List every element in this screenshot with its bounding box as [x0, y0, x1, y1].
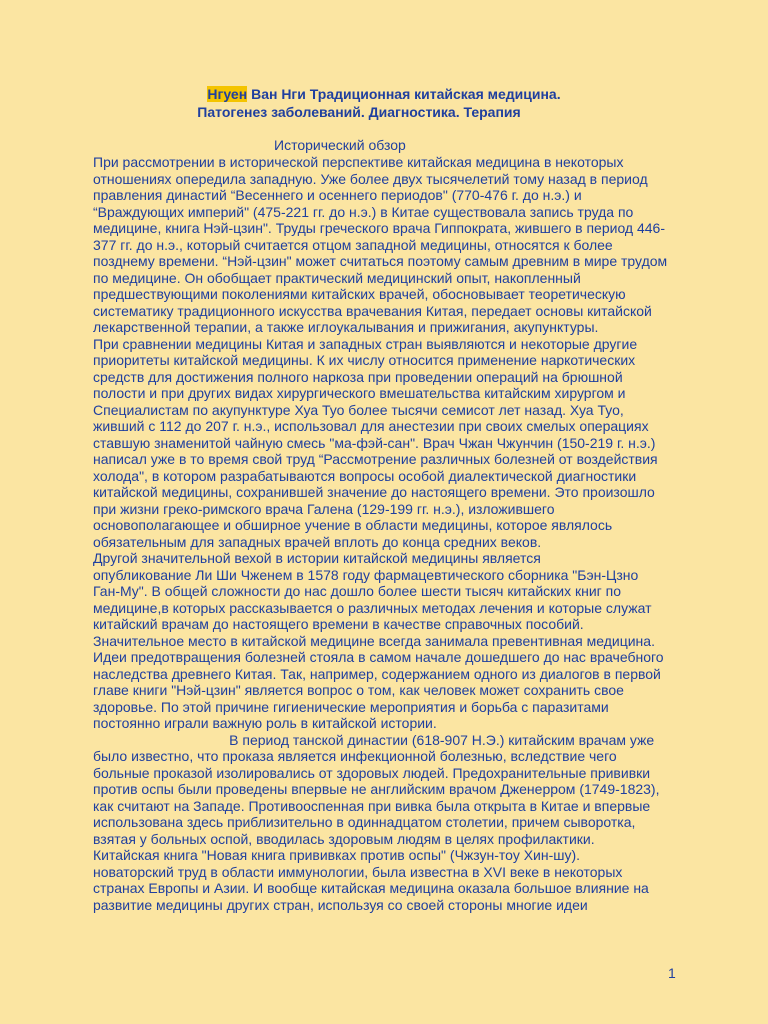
- text-line: основополагающее и обширное учение в области медицины, которое являлось: [93, 517, 613, 533]
- text-line: китайский врачам до настоящего времени в качестве справочных пособий.: [93, 616, 584, 632]
- text-line: полости и при других видах хирургического вмешательства китайским хирургом и: [93, 385, 626, 401]
- text-line: холода", в котором разрабатываются вопросы особой диалектической диагностики: [93, 467, 637, 484]
- text-line: обязательным для западных врачей вплоть до конца средних веков.: [93, 533, 542, 550]
- text-line: по медицине. Он обобщает практический медицинский опыт, накопленный: [93, 269, 581, 286]
- text-line: наследства древнего Китая. Так, например, содержанием одного из диалогов в первой: [93, 665, 661, 682]
- document-title: [0, 84, 768, 104]
- text-line: предшествующими поколениями китайских врачей, обосновывает теоретическую: [93, 286, 626, 302]
- text-line: как считают на Западе. Противооспенная при вивка была открыта в Китае и впервые: [93, 797, 651, 814]
- text-line: Другой значительной вехой в истории китайской медицины является: [93, 550, 541, 566]
- text-line: новаторский труд в области иммунологии, была известна в XVI веке в некоторых: [93, 863, 623, 880]
- text-line: Китайская книга "Новая книга прививках против оспы" (Чжзун-тоу Хин-шу).: [93, 847, 581, 863]
- text-line: больные проказой изолировались от здоровых людей. Предохранительные прививки: [93, 764, 651, 781]
- text-line: здоровье. По этой причине гигиенические мероприятия и борьба с паразитами: [93, 698, 609, 715]
- body-text: [93, 154, 693, 913]
- text-line: позднему времени. “Нэй-цзин" может считаться поэтому самым древним в мире трудом: [93, 253, 668, 269]
- text-line: при жизни греко-римского врача Галена (129-199 гг. н.э.), изложившего: [93, 500, 555, 517]
- text-line: взятая у больных оспой, вводилась здоровым людям в целях профилактики.: [93, 830, 595, 847]
- text-line: опубликование Ли Ши Чженем в 1578 году фармацевтического сборника "Бэн-Цзно: [93, 566, 639, 583]
- text-line: развитие медицины других стран, используя со своей стороны многие идеи: [93, 896, 588, 913]
- section-title: Исторический обзор: [274, 137, 406, 153]
- document-subtitle: Патогенез заболеваний. Диагностика. Терапия: [197, 104, 521, 120]
- text-line: было известно, что проказа является инфекционной болезнью, вследствие чего: [93, 748, 617, 764]
- text-line: лекарственной терапии, а также иглоукалывания и прижигания, акупунктуры.: [93, 319, 599, 335]
- text-line: При рассмотрении в исторической перспективе китайская медицина в некоторых: [93, 154, 624, 170]
- text-line: использована здесь приблизительно в одиннадцатом столетии, причем сыворотка,: [93, 814, 636, 830]
- text-line: средств для достижения полного наркоза при проведении операций на брюшной: [93, 368, 623, 385]
- text-line: Ган-Му". В общей сложности до нас дошло более шести тысяч китайских книг по: [93, 583, 622, 599]
- text-line: Специалистам по акупунктуре Хуа Туо более тысячи семисот лет назад. Хуа Туо,: [93, 401, 624, 418]
- text-line: систематику традиционного искусства врачевания Китая, передает основы китайской: [93, 302, 652, 319]
- text-line: При сравнении медицины Китая и западных стран выявляются и некоторые другие: [93, 335, 638, 352]
- text-line: “Враждующих империй" (475-221 гг. до н.э.) в Китае существовала запись труда по: [93, 203, 634, 220]
- text-line: главе книги "Нэй-цзин" является вопрос о том, как человек может сохранить свое: [93, 682, 624, 698]
- text-line: китайской медицины, сохранившей значение до настоящего времени. Это произошло: [93, 484, 655, 500]
- text-line: написал уже в то время свой труд “Рассмотрение различных болезней от воздействия: [93, 451, 658, 467]
- title-text: Ван Нги Традиционная китайская медицина.: [247, 86, 561, 102]
- text-line: странах Европы и Азии. И вообще китайская медицина оказала большое влияние на: [93, 880, 649, 896]
- text-line: живший с 112 до 207 г. н.э., использовал для анестезии при своих смелых операциях: [93, 418, 649, 434]
- text-line: отношениях опередила западную. Уже более двух тысячелетий тому назад в период: [93, 170, 648, 187]
- text-line: правления династий “Весеннего и осеннего периодов" (770-476 г. до н.э.) и: [93, 187, 582, 203]
- text-line: приоритеты китайской медицины. К их числу относится применение наркотических: [93, 352, 636, 368]
- text-line: медицине, книга Нэй-цзин". Труды греческого врача Гиппократа, жившего в период 446-: [93, 220, 666, 236]
- text-line: В период танской династии (618-907 Н.Э.) китайским врачам уже: [93, 731, 655, 748]
- text-line: постоянно играли важную роль в китайской истории.: [93, 715, 437, 731]
- text-line: Идеи предотвращения болезней стояла в самом начале дошедшего до нас врачебного: [93, 649, 664, 665]
- text-line: против оспы были проведены впервые не английским врачом Дженерром (1749-1823),: [93, 781, 660, 797]
- author-highlight: Нгуен: [207, 86, 248, 102]
- page-number: 1: [668, 965, 676, 981]
- text-line: Значительное место в китайской медицине всегда занимала превентивная медицина.: [93, 632, 655, 649]
- text-line: ставшую знаменитой чайную смесь "ма-фэй-сан". Врач Чжан Чжунчин (150-219 г. н.э.): [93, 434, 656, 451]
- text-line: медицине,в которых рассказывается о различных методах лечения и которые служат: [93, 599, 652, 616]
- text-line: 377 гг. до н.э., который считается отцом западной медицины, относятся к более: [93, 236, 613, 253]
